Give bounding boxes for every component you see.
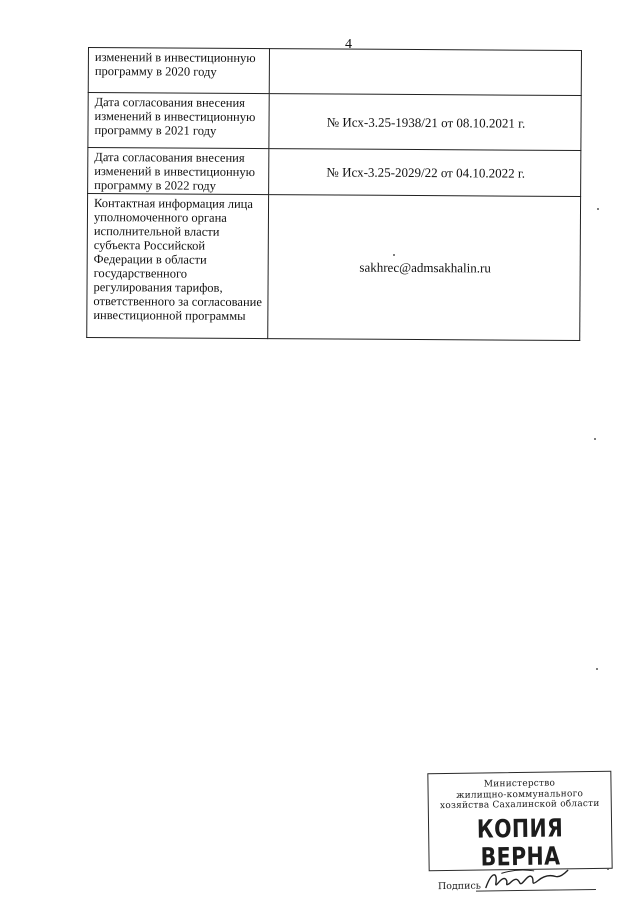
copy-certified-stamp <box>427 771 612 892</box>
table-cell-value: № Исх-3.25-2029/22 от 04.10.2022 г. <box>269 149 581 197</box>
scan-speck <box>597 208 599 210</box>
stamp-org-line-1: Министерство <box>483 778 556 790</box>
info-table <box>86 47 582 341</box>
table-cell-label: изменений в инвестиционную программу в 2020 году <box>88 48 269 94</box>
scan-speck <box>393 254 395 256</box>
table-cell-label: Контактная информация лица уполномоченного органа исполнительной власти субъекта Российской Федерации в области государственного регулирования тарифов, ответственного за согласование инвестиционной программы <box>87 194 269 339</box>
handwritten-signature-icon <box>482 866 572 893</box>
page-number: 4 <box>345 37 352 52</box>
stamp-title: КОПИЯ ВЕРНА <box>476 812 564 872</box>
table-row <box>88 48 581 96</box>
scan-speck <box>594 438 596 440</box>
table-cell-value: № Исх-3.25-1938/21 от 08.10.2021 г. <box>269 94 581 151</box>
table-row <box>87 194 581 341</box>
stamp-org-line-2: жилищно-коммунального <box>456 788 584 801</box>
scan-speck <box>607 868 609 870</box>
table-row <box>88 93 581 151</box>
table-cell-label: Дата согласования внесения изменений в инвестиционную программу в 2022 году <box>88 148 269 195</box>
table-cell-label: Дата согласования внесения изменений в инвестиционную программу в 2021 году <box>88 93 269 149</box>
scan-speck <box>596 668 598 670</box>
table-cell-value <box>269 49 581 96</box>
stamp-sign-label: Подпись <box>437 880 481 892</box>
stamp-signature-row <box>430 869 612 894</box>
table-cell-value: sakhrec@admsakhalin.ru <box>268 195 581 341</box>
table-row <box>88 148 581 197</box>
stamp-org-line-3: хозяйства Сахалинской области <box>439 798 600 812</box>
